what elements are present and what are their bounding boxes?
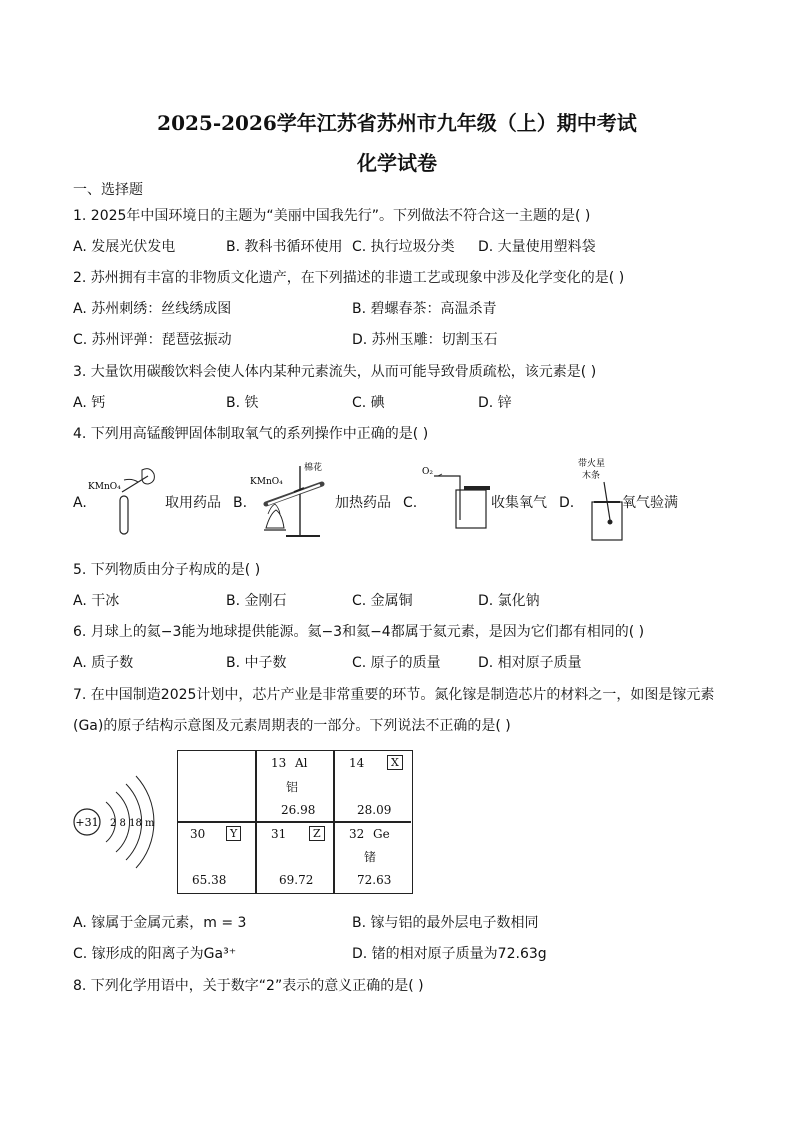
periodic-table-fragment [177, 750, 413, 894]
q2-option-b: B. 碧螺春茶：高温杀青 [352, 301, 497, 317]
question-2-stem: 2. 苏州拥有丰富的非物质文化遗产，在下列描述的非遗工艺或现象中涉及化学变化的是( ) [73, 270, 625, 286]
figure-d-stick-label-1: 带火星 [578, 459, 606, 469]
nucleus-label: +31 [75, 816, 99, 829]
q7-option-b: B. 镓与铝的最外层电子数相同 [352, 915, 539, 931]
element-cell-y [178, 823, 255, 893]
q1-option-b: B. 教科书循环使用 [226, 239, 343, 255]
question-7-stem-line-1: 7. 在中国制造2025计划中，芯片产业是非常重要的环节。氮化镓是制造芯片的材料之一，如图是镓元素 [73, 687, 715, 703]
y-mass: 65.38 [192, 873, 227, 887]
z-symbol: Z [309, 826, 325, 841]
x-mass: 28.09 [357, 803, 392, 817]
figure-a-chem-label: KMnO₄ [88, 482, 121, 492]
q7-option-a: A. 镓属于金属元素，m = 3 [73, 915, 247, 931]
q6-option-a: A. 质子数 [73, 655, 134, 671]
question-1-stem: 1. 2025年中国环境日的主题为“美丽中国我先行”。下列做法不符合这一主题的是( ) [73, 208, 591, 224]
question-7-stem-line-2: (Ga)的原子结构示意图及元素周期表的一部分。下列说法不正确的是( ) [73, 718, 511, 734]
q1-option-c: C. 执行垃圾分类 [352, 239, 455, 255]
x-number: 14 [349, 756, 365, 770]
page-subtitle: 化学试卷 [357, 151, 437, 175]
q1-option-a: A. 发展光伏发电 [73, 239, 176, 255]
gallium-atom-diagram [70, 768, 170, 878]
q3-option-d: D. 锌 [478, 395, 512, 411]
q5-option-c: C. 金属铜 [352, 593, 413, 609]
q7-option-d: D. 锗的相对原子质量为72.63g [352, 946, 547, 962]
figure-b-chem-label: KMnO₄ [250, 477, 283, 487]
figure-a-sampling-illustration [84, 462, 170, 538]
z-number: 31 [271, 827, 287, 841]
ge-number: 32 [349, 827, 365, 841]
y-symbol: Y [226, 826, 241, 841]
figure-b-heating-illustration [246, 458, 336, 542]
al-symbol: Al [295, 756, 308, 770]
al-name: 铝 [286, 780, 299, 794]
x-symbol: X [387, 755, 403, 770]
q3-option-b: B. 铁 [226, 395, 259, 411]
z-mass: 69.72 [279, 873, 314, 887]
question-3-stem: 3. 大量饮用碳酸饮料会使人体内某种元素流失，从而可能导致骨质疏松，该元素是( ) [73, 364, 597, 380]
q7-option-c: C. 镓形成的阳离子为Ga³⁺ [73, 946, 237, 962]
element-cell-al [257, 751, 333, 821]
figure-b-cotton-label: 棉花 [304, 463, 323, 473]
q1-option-d: D. 大量使用塑料袋 [478, 239, 596, 255]
q6-option-d: D. 相对原子质量 [478, 655, 582, 671]
q4-label-d: 氧气验满 [622, 495, 678, 511]
figure-d-verification-illustration [574, 456, 626, 544]
q5-option-d: D. 氯化钠 [478, 593, 540, 609]
q4-letter-a: A. [73, 495, 87, 511]
q2-option-d: D. 苏州玉雕：切割玉石 [352, 332, 498, 348]
question-5-stem: 5. 下列物质由分子构成的是( ) [73, 562, 261, 578]
question-6-stem: 6. 月球上的氦−3能为地球提供能源。氦−3和氦−4都属于氦元素，是因为它们都有相同的( ) [73, 624, 645, 640]
q4-letter-b: B. [233, 495, 248, 511]
q5-option-b: B. 金刚石 [226, 593, 287, 609]
question-4-stem: 4. 下列用高锰酸钾固体制取氧气的系列操作中正确的是( ) [73, 426, 429, 442]
al-mass: 26.98 [281, 803, 316, 817]
q2-option-c: C. 苏州评弹：琵琶弦振动 [73, 332, 232, 348]
q2-option-a: A. 苏州刺绣：丝线绣成图 [73, 301, 232, 317]
q3-option-a: A. 钙 [73, 395, 106, 411]
al-number: 13 [271, 756, 287, 770]
ge-name: 锗 [364, 850, 377, 864]
figure-d-stick-label-2: 木条 [582, 471, 601, 481]
q5-option-a: A. 干冰 [73, 593, 120, 609]
q4-letter-c: C. [403, 495, 418, 511]
question-8-stem: 8. 下列化学用语中，关于数字“2”表示的意义正确的是( ) [73, 978, 424, 994]
q4-label-a: 取用药品 [165, 495, 221, 511]
q6-option-c: C. 原子的质量 [352, 655, 441, 671]
q4-label-b: 加热药品 [335, 495, 391, 511]
element-cell-ge [335, 823, 411, 893]
element-cell-x [335, 751, 411, 821]
figure-c-gas-label: O₂ [422, 467, 433, 477]
q4-label-c: 收集氧气 [491, 495, 547, 511]
q3-option-c: C. 碘 [352, 395, 385, 411]
page-title: 2025-2026学年江苏省苏州市九年级（上）期中考试 [157, 111, 637, 135]
electron-shell-label: 2 8 18 m [110, 818, 155, 829]
section-heading: 一、选择题 [73, 182, 143, 198]
y-number: 30 [190, 827, 206, 841]
ge-mass: 72.63 [357, 873, 392, 887]
q4-letter-d: D. [559, 495, 575, 511]
q6-option-b: B. 中子数 [226, 655, 287, 671]
figure-c-collection-illustration [420, 464, 492, 534]
element-cell-z [257, 823, 333, 893]
ge-symbol: Ge [373, 827, 390, 841]
